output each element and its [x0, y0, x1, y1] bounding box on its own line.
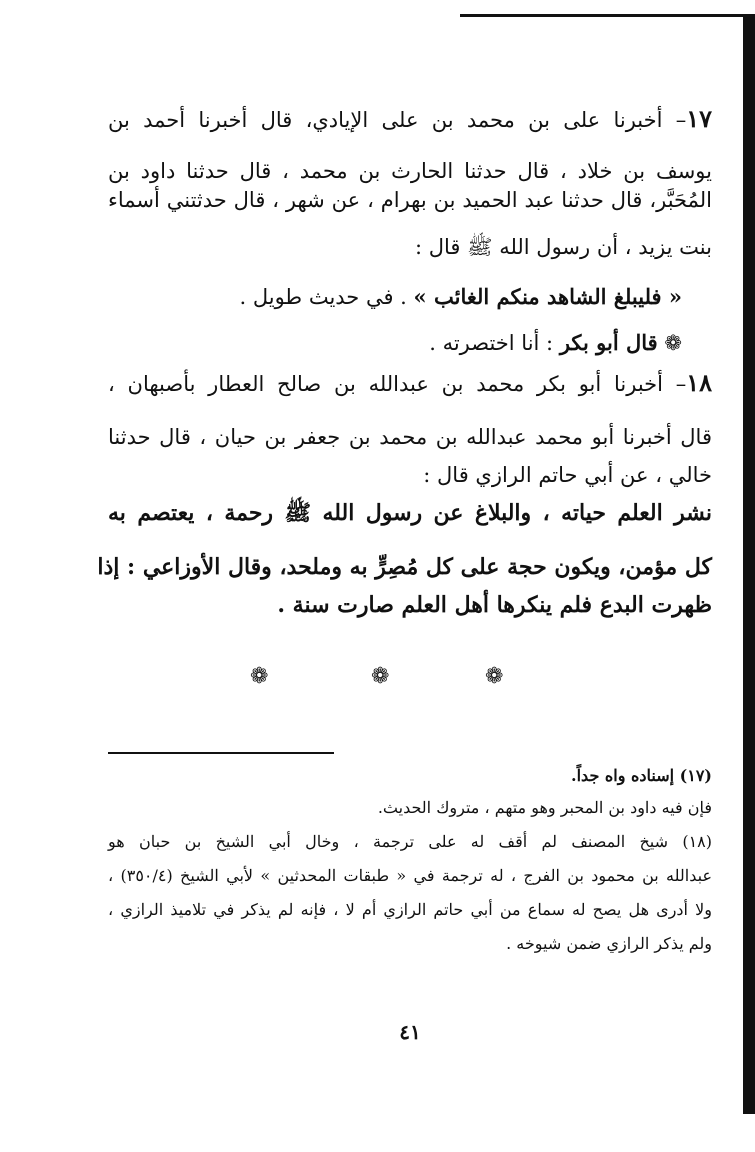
- hadith18-line2: قال أخبرنا أبو محمد عبدالله بن محمد بن جعفر بن حيان ، قال حدثنا: [108, 425, 712, 449]
- hadith17-line4: بنت يزيد ، أن رسول الله ﷺ قال :: [414, 235, 712, 259]
- hadith18-number: ١٨: [686, 368, 712, 397]
- flower-ornament-icon: ❁: [371, 664, 390, 689]
- footnote-18-line2: عبدالله بن محمود بن الفرج ، له ترجمة في « طبقات المحدثين » لأبي الشيخ (٣٥٠/٤) ،: [108, 866, 712, 885]
- flower-ornament-icon: ❁: [664, 331, 682, 355]
- section-divider-ornaments: [108, 662, 712, 692]
- page-edge-shadow: [743, 14, 755, 1114]
- hadith18-line3: خالي ، عن أبي حاتم الرازي قال :: [423, 463, 712, 487]
- top-edge-rule: [460, 14, 755, 17]
- footnote-separator: [108, 752, 334, 754]
- footnote-17-title: (١٧) إسناده واه جداً.: [571, 766, 712, 785]
- hadith18-bold-line1: نشر العلم حياته ، والبلاغ عن رسول الله ﷺ رحمة ، يعتصم به: [108, 500, 712, 526]
- footnote-18-line4: ولم يذكر الرازي ضمن شيوخه .: [506, 934, 712, 953]
- flower-ornament-icon: ❁: [250, 664, 269, 689]
- hadith18-line1: ١٨– أخبرنا أبو بكر محمد بن عبدالله بن صالح العطار بأصبهان ،: [108, 368, 712, 397]
- salutation-glyph: ﷺ: [467, 235, 493, 259]
- hadith18-bold-line3: ظهرت البدع فلم ينكرها أهل العلم صارت سنة .: [277, 592, 712, 618]
- hadith18-bold-line2: كل مؤمن، ويكون حجة على كل مُصِرٍّ به وملحد، وقال الأوزاعي : إذا: [97, 554, 712, 580]
- footnote-18-line3: ولا أدرى هل يصح له سماع من أبي حاتم الرازي أم لا ، فإنه لم يذكر في تلاميذ الرازي ،: [108, 900, 712, 919]
- flower-ornament-icon: ❁: [485, 664, 504, 689]
- hadith17-quote: « فليبلغ الشاهد منكم الغائب » . في حديث طويل .: [239, 284, 682, 309]
- hadith17-line2: يوسف بن خلاد ، قال حدثنا الحارث بن محمد ، قال حدثنا داود بن: [108, 159, 712, 183]
- hadith17-line1: ١٧– أخبرنا على بن محمد بن على الإيادي، قال أخبرنا أحمد بن: [108, 104, 712, 133]
- footnote-17-text: فإن فيه داود بن المحبر وهو متهم ، متروك الحديث.: [377, 798, 712, 817]
- page-body: [97, 92, 712, 1112]
- abu-bakr-note: ❁ قال أبو بكر : أنا اختصرته .: [429, 330, 682, 355]
- salutation-glyph: ﷺ: [284, 500, 312, 526]
- hadith17-number: ١٧: [686, 104, 712, 133]
- page-number: ٤١: [399, 1020, 421, 1044]
- footnote-18-line1: (١٨) شيخ المصنف لم أقف له على ترجمة ، وخال أبي الشيخ بن حبان هو: [108, 832, 712, 851]
- hadith17-line3: المُحَبَّر، قال حدثنا عبد الحميد بن بهرام ، عن شهر ، قال حدثتني أسماء: [108, 188, 712, 212]
